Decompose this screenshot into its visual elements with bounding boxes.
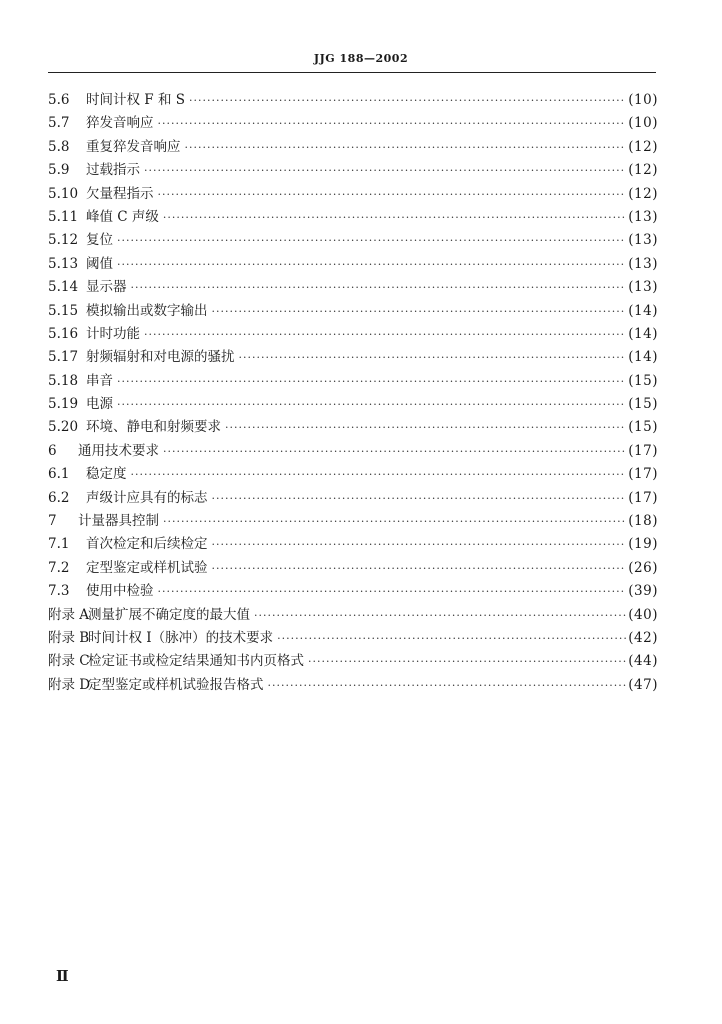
toc-leader-dots bbox=[144, 164, 626, 177]
toc-entry[interactable] bbox=[48, 111, 658, 134]
toc-entry[interactable] bbox=[48, 228, 658, 251]
toc-entry-title: 时间计权 F 和 S bbox=[86, 92, 185, 108]
toc-leader-dots bbox=[131, 281, 627, 294]
toc-entry-page: (12) bbox=[628, 162, 658, 179]
toc-entry-number: 6.2 bbox=[48, 489, 70, 506]
toc-leader-dots bbox=[117, 258, 626, 271]
toc-entry-page: (10) bbox=[628, 92, 658, 108]
toc-entry-number: 5.9 bbox=[48, 162, 70, 179]
toc-leader-dots bbox=[189, 94, 626, 107]
toc-entry-number: 5.15 bbox=[48, 302, 79, 319]
toc-entry-number: 5.18 bbox=[48, 372, 79, 389]
toc-entry-number: 6.1 bbox=[48, 466, 70, 483]
toc-entry-page: (12) bbox=[628, 138, 658, 155]
toc-entry-title: 猝发音响应 bbox=[86, 115, 154, 132]
toc-entry-page: (26) bbox=[628, 559, 658, 576]
toc-entry-page: (10) bbox=[628, 115, 658, 132]
toc-entry-page: (17) bbox=[628, 466, 658, 483]
toc-entry-title: 过载指示 bbox=[86, 162, 140, 179]
table-of-contents bbox=[48, 88, 658, 696]
toc-entry-number: 7.2 bbox=[48, 559, 70, 576]
toc-entry[interactable] bbox=[48, 205, 658, 228]
toc-entry-title: 检定证书或检定结果通知书内页格式 bbox=[88, 653, 304, 670]
toc-entry[interactable] bbox=[48, 603, 658, 626]
toc-leader-dots bbox=[212, 492, 627, 505]
toc-entry-page: (42) bbox=[628, 629, 658, 646]
toc-entry-title: 阈值 bbox=[86, 255, 113, 272]
toc-entry-page: (12) bbox=[628, 185, 658, 202]
toc-entry-title: 射频辐射和对电源的骚扰 bbox=[86, 349, 235, 366]
toc-entry-number: 5.16 bbox=[48, 325, 79, 342]
toc-leader-dots bbox=[163, 211, 626, 224]
toc-leader-dots bbox=[268, 679, 627, 692]
toc-entry[interactable] bbox=[48, 486, 658, 509]
toc-entry-page: (40) bbox=[628, 606, 658, 623]
toc-entry-page: (47) bbox=[628, 676, 658, 693]
toc-entry[interactable] bbox=[48, 299, 658, 322]
toc-entry-number: 7 bbox=[48, 513, 57, 530]
toc-entry-number: 5.19 bbox=[48, 396, 79, 413]
toc-entry[interactable] bbox=[48, 415, 658, 438]
toc-leader-dots bbox=[225, 421, 626, 434]
toc-entry-title: 声级计应具有的标志 bbox=[86, 489, 208, 506]
toc-entry-title: 测量扩展不确定度的最大值 bbox=[88, 606, 250, 623]
toc-leader-dots bbox=[239, 351, 627, 364]
toc-entry-number: 附录 D bbox=[48, 676, 91, 693]
toc-entry[interactable] bbox=[48, 88, 658, 111]
toc-entry-title: 显示器 bbox=[86, 279, 127, 296]
toc-entry-page: (13) bbox=[628, 255, 658, 272]
toc-entry-title: 稳定度 bbox=[86, 466, 127, 483]
toc-entry[interactable] bbox=[48, 345, 658, 368]
toc-entry-number: 附录 C bbox=[48, 653, 90, 670]
toc-entry-page: (13) bbox=[628, 232, 658, 249]
toc-entry-page: (19) bbox=[628, 536, 658, 553]
toc-entry[interactable] bbox=[48, 649, 658, 672]
toc-entry-number: 5.20 bbox=[48, 419, 79, 436]
toc-leader-dots bbox=[308, 655, 626, 668]
toc-entry-number: 附录 B bbox=[48, 629, 90, 646]
toc-leader-dots bbox=[212, 562, 627, 575]
toc-leader-dots bbox=[158, 585, 627, 598]
toc-leader-dots bbox=[185, 141, 627, 154]
toc-entry-number: 5.13 bbox=[48, 255, 79, 272]
toc-entry-number: 7.3 bbox=[48, 583, 70, 600]
toc-entry-title: 通用技术要求 bbox=[78, 442, 159, 459]
toc-entry-title: 使用中检验 bbox=[86, 583, 154, 600]
toc-leader-dots bbox=[277, 632, 626, 645]
toc-leader-dots bbox=[254, 609, 626, 622]
toc-leader-dots bbox=[117, 398, 626, 411]
toc-entry-number: 7.1 bbox=[48, 536, 70, 553]
toc-entry-number: 附录 A bbox=[48, 606, 90, 623]
toc-entry-number: 5.11 bbox=[48, 208, 79, 225]
toc-entry[interactable] bbox=[48, 439, 658, 462]
toc-entry-page: (14) bbox=[628, 349, 658, 366]
toc-entry-page: (18) bbox=[628, 513, 658, 530]
toc-entry-number: 5.8 bbox=[48, 138, 70, 155]
toc-entry[interactable] bbox=[48, 322, 658, 345]
toc-leader-dots bbox=[158, 188, 627, 201]
toc-leader-dots bbox=[158, 117, 627, 130]
toc-entry-title: 时间计权 I（脉冲）的技术要求 bbox=[88, 629, 274, 646]
toc-entry[interactable] bbox=[48, 579, 658, 602]
toc-entry-number: 5.17 bbox=[48, 349, 79, 366]
toc-leader-dots bbox=[131, 468, 627, 481]
toc-entry-page: (44) bbox=[628, 653, 658, 670]
toc-entry-title: 首次检定和后续检定 bbox=[86, 536, 208, 553]
toc-entry-page: (39) bbox=[628, 583, 658, 600]
toc-leader-dots bbox=[144, 328, 626, 341]
toc-entry-title: 电源 bbox=[86, 396, 113, 413]
toc-entry[interactable] bbox=[48, 135, 658, 158]
page-folio: Ⅱ bbox=[56, 967, 69, 985]
toc-leader-dots bbox=[163, 445, 626, 458]
toc-entry-page: (17) bbox=[628, 442, 658, 459]
toc-entry[interactable] bbox=[48, 158, 658, 181]
toc-entry[interactable] bbox=[48, 252, 658, 275]
toc-entry-title: 计时功能 bbox=[86, 325, 140, 342]
toc-entry-page: (15) bbox=[628, 419, 658, 436]
toc-entry[interactable] bbox=[48, 462, 658, 485]
toc-entry-number: 5.7 bbox=[48, 115, 70, 132]
toc-entry-title: 定型鉴定或样机试验报告格式 bbox=[88, 676, 264, 693]
toc-leader-dots bbox=[117, 234, 626, 247]
toc-leader-dots bbox=[163, 515, 626, 528]
toc-entry-number: 5.12 bbox=[48, 232, 79, 249]
toc-entry-title: 环境、静电和射频要求 bbox=[86, 419, 221, 436]
toc-entry-page: (15) bbox=[628, 372, 658, 389]
toc-entry-page: (14) bbox=[628, 302, 658, 319]
toc-entry[interactable] bbox=[48, 182, 658, 205]
toc-entry[interactable] bbox=[48, 532, 658, 555]
toc-entry-page: (13) bbox=[628, 208, 658, 225]
toc-entry[interactable] bbox=[48, 392, 658, 415]
toc-entry-page: (13) bbox=[628, 279, 658, 296]
toc-entry[interactable] bbox=[48, 509, 658, 532]
running-header: JJG 188—2002 bbox=[313, 52, 409, 65]
toc-leader-dots bbox=[212, 305, 627, 318]
toc-entry-title: 欠量程指示 bbox=[86, 185, 154, 202]
toc-entry-title: 复位 bbox=[86, 232, 113, 249]
toc-entry[interactable] bbox=[48, 626, 658, 649]
toc-entry-title: 计量器具控制 bbox=[78, 513, 159, 530]
toc-leader-dots bbox=[212, 538, 627, 551]
toc-entry[interactable] bbox=[48, 275, 658, 298]
toc-entry-page: (15) bbox=[628, 396, 658, 413]
toc-entry-title: 重复猝发音响应 bbox=[86, 138, 181, 155]
toc-entry-title: 模拟输出或数字输出 bbox=[86, 302, 208, 319]
toc-entry-number: 6 bbox=[48, 442, 57, 459]
toc-entry-number: 5.6 bbox=[48, 92, 70, 108]
toc-entry-page: (14) bbox=[628, 325, 658, 342]
toc-entry-number: 5.10 bbox=[48, 185, 79, 202]
toc-entry-title: 串音 bbox=[86, 372, 113, 389]
header-rule bbox=[48, 72, 656, 73]
toc-entry-title: 峰值 C 声级 bbox=[86, 208, 159, 225]
toc-entry[interactable] bbox=[48, 556, 658, 579]
toc-entry[interactable] bbox=[48, 369, 658, 392]
toc-entry-number: 5.14 bbox=[48, 279, 79, 296]
toc-entry[interactable] bbox=[48, 673, 658, 696]
toc-leader-dots bbox=[117, 375, 626, 388]
toc-entry-page: (17) bbox=[628, 489, 658, 506]
toc-entry-title: 定型鉴定或样机试验 bbox=[86, 559, 208, 576]
